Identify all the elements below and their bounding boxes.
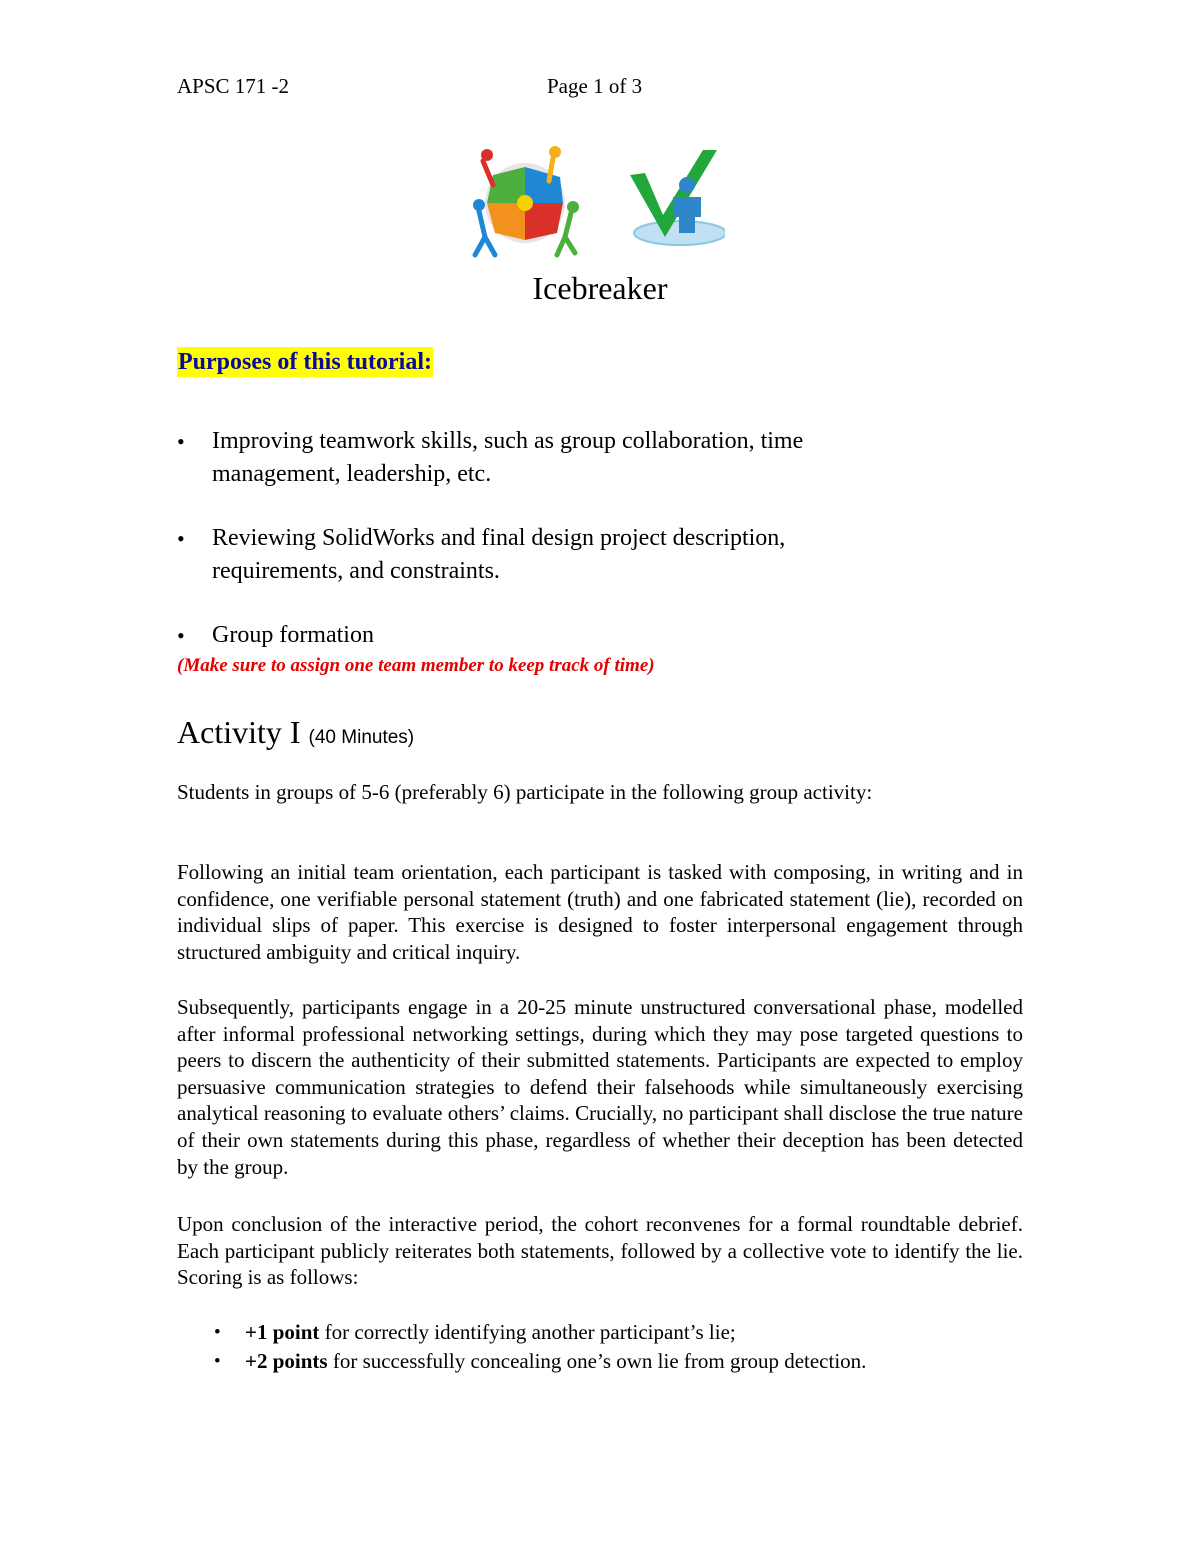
purpose-line: management, leadership, etc.	[212, 461, 492, 487]
purposes-list	[177, 425, 1037, 652]
purposes-heading: Purposes of this tutorial:	[178, 349, 432, 375]
header-course: APSC 171 -2	[177, 74, 290, 98]
purpose-line: Reviewing SolidWorks and final design project description,	[212, 525, 786, 551]
purpose-item	[177, 425, 1037, 491]
purpose-line: requirements, and constraints.	[212, 558, 500, 584]
scoring-points: +1 point	[245, 1320, 320, 1344]
activity-duration: (40 Minutes)	[308, 727, 415, 748]
header-page-number: Page 1 of 3	[547, 74, 643, 98]
scoring-text: for successfully concealing one’s own lie from group detection.	[327, 1349, 867, 1373]
scoring-item	[214, 1318, 1034, 1347]
purpose-line: Improving teamwork skills, such as group collaboration, time	[212, 428, 804, 454]
checkmark-person-icon	[630, 150, 725, 245]
scoring-item	[214, 1347, 1034, 1376]
paragraph-orientation: Following an initial team orientation, each participant is tasked with composing, in writing and in confidence, one verifiable personal statement (truth) and one fabricated statement (lie), recorded on individual slips of paper. This exercise is designed to foster interpersonal engagement through structured ambiguity and critical inquiry.	[177, 860, 1023, 964]
scoring-text: for correctly identifying another participant’s lie;	[319, 1320, 736, 1344]
scoring-points: +2 points	[245, 1349, 328, 1373]
purpose-item	[177, 522, 1037, 588]
document-title: Icebreaker	[532, 270, 668, 306]
scoring-list	[214, 1318, 1034, 1376]
timekeeper-note: (Make sure to assign one team member to keep track of time)	[177, 655, 655, 676]
purpose-line: Group formation	[212, 622, 374, 648]
activity-title: Activity I	[177, 714, 301, 750]
logo-row	[465, 145, 725, 270]
activity-heading	[177, 712, 414, 758]
activity-intro: Students in groups of 5-6 (preferably 6) participate in the following group activity:	[177, 780, 873, 804]
purpose-item	[177, 619, 1037, 652]
puzzle-teamwork-icon	[473, 146, 579, 255]
paragraph-conversation: Subsequently, participants engage in a 20-25 minute unstructured conversational phase, modelled after informal professional networking settings, during which they may pose targeted questions to peers to discern the authenticity of their submitted statements. Participants are expected to employ persuasive communication strategies to defend their falsehoods while simultaneously exercising analytical reasoning to evaluate others’ claims. Crucially, no participant shall disclose the true nature of their own statements during this phase, regardless of whether their deception has been detected by the group.	[177, 995, 1023, 1179]
paragraph-debrief: Upon conclusion of the interactive period, the cohort reconvenes for a formal roundtable debrief. Each participant publicly reiterates both statements, followed by a collective vote to identify the lie. Scoring is as follows:	[177, 1212, 1023, 1290]
